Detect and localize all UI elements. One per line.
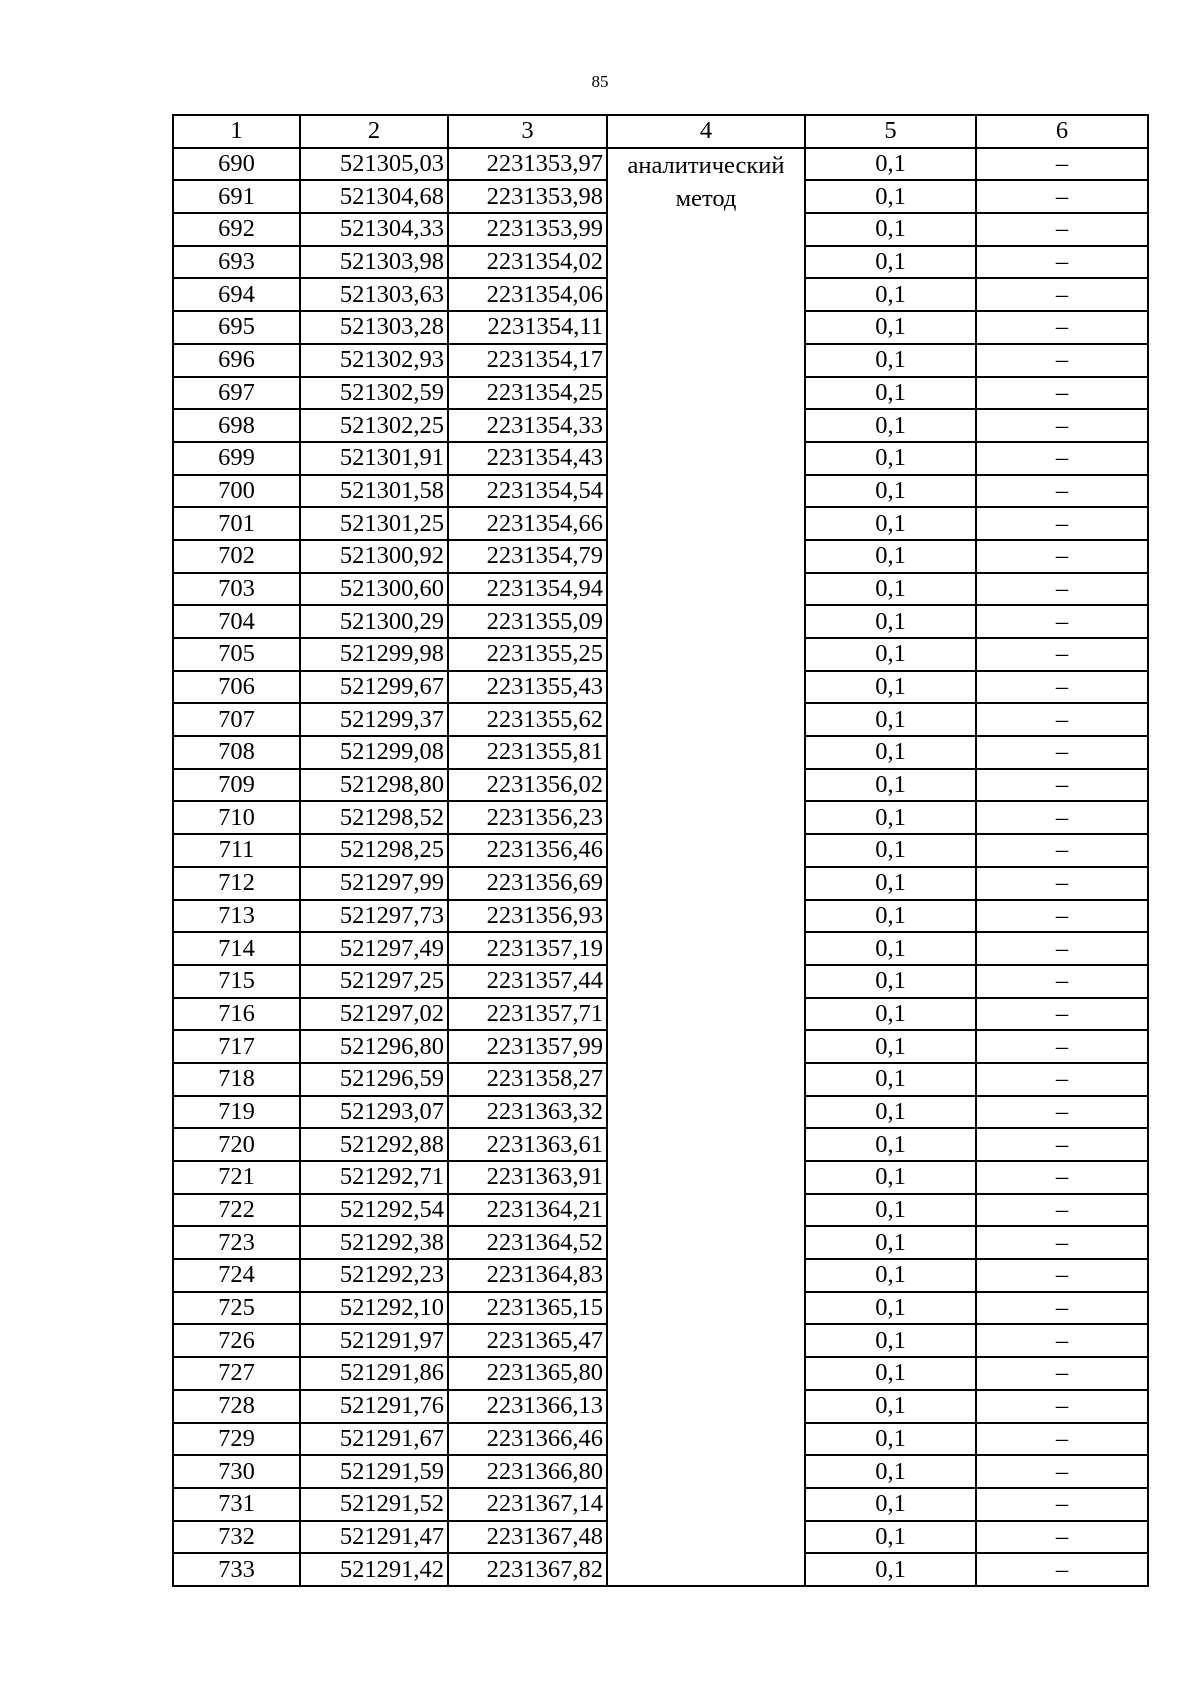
point-number-cell: 692 <box>173 213 300 246</box>
coordinate-x-cell: 521298,52 <box>300 801 448 834</box>
point-number-cell: 707 <box>173 703 300 736</box>
point-number-cell: 698 <box>173 409 300 442</box>
coordinate-x-cell: 521291,67 <box>300 1423 448 1456</box>
coordinate-x-cell: 521297,25 <box>300 965 448 998</box>
point-number-cell: 717 <box>173 1030 300 1063</box>
coordinate-y-cell: 2231353,99 <box>448 213 607 246</box>
note-cell: – <box>976 1423 1148 1456</box>
coordinate-x-cell: 521291,47 <box>300 1521 448 1554</box>
coordinate-y-cell: 2231354,94 <box>448 573 607 606</box>
coordinate-y-cell: 2231354,54 <box>448 475 607 508</box>
note-cell: – <box>976 1455 1148 1488</box>
point-number-cell: 719 <box>173 1096 300 1129</box>
coordinate-y-cell: 2231365,15 <box>448 1292 607 1325</box>
coordinate-x-cell: 521291,52 <box>300 1488 448 1521</box>
note-cell: – <box>976 1390 1148 1423</box>
coordinate-y-cell: 2231355,62 <box>448 703 607 736</box>
point-number-cell: 690 <box>173 148 300 181</box>
point-number-cell: 697 <box>173 377 300 410</box>
note-cell: – <box>976 148 1148 181</box>
note-cell: – <box>976 442 1148 475</box>
point-number-cell: 730 <box>173 1455 300 1488</box>
accuracy-cell: 0,1 <box>805 703 976 736</box>
note-cell: – <box>976 540 1148 573</box>
note-cell: – <box>976 638 1148 671</box>
coordinate-y-cell: 2231365,47 <box>448 1324 607 1357</box>
point-number-cell: 732 <box>173 1521 300 1554</box>
note-cell: – <box>976 769 1148 802</box>
point-number-cell: 731 <box>173 1488 300 1521</box>
note-cell: – <box>976 409 1148 442</box>
coordinate-y-cell: 2231355,43 <box>448 671 607 704</box>
accuracy-cell: 0,1 <box>805 213 976 246</box>
coordinate-y-cell: 2231353,98 <box>448 180 607 213</box>
note-cell: – <box>976 246 1148 279</box>
accuracy-cell: 0,1 <box>805 1161 976 1194</box>
accuracy-cell: 0,1 <box>805 998 976 1031</box>
column-header-1: 1 <box>173 115 300 148</box>
coordinate-x-cell: 521298,80 <box>300 769 448 802</box>
point-number-cell: 726 <box>173 1324 300 1357</box>
coordinate-y-cell: 2231357,19 <box>448 932 607 965</box>
coordinate-y-cell: 2231354,66 <box>448 507 607 540</box>
method-text-line: аналитический <box>627 151 785 179</box>
accuracy-cell: 0,1 <box>805 409 976 442</box>
point-number-cell: 724 <box>173 1259 300 1292</box>
coordinate-x-cell: 521292,71 <box>300 1161 448 1194</box>
accuracy-cell: 0,1 <box>805 311 976 344</box>
point-number-cell: 694 <box>173 278 300 311</box>
coordinate-y-cell: 2231354,33 <box>448 409 607 442</box>
note-cell: – <box>976 1194 1148 1227</box>
accuracy-cell: 0,1 <box>805 246 976 279</box>
point-number-cell: 705 <box>173 638 300 671</box>
point-number-cell: 704 <box>173 605 300 638</box>
coordinate-x-cell: 521291,59 <box>300 1455 448 1488</box>
coordinate-y-cell: 2231355,09 <box>448 605 607 638</box>
point-number-cell: 700 <box>173 475 300 508</box>
point-number-cell: 714 <box>173 932 300 965</box>
accuracy-cell: 0,1 <box>805 1292 976 1325</box>
point-number-cell: 708 <box>173 736 300 769</box>
coordinate-x-cell: 521298,25 <box>300 834 448 867</box>
coordinate-y-cell: 2231354,06 <box>448 278 607 311</box>
coordinate-x-cell: 521292,23 <box>300 1259 448 1292</box>
note-cell: – <box>976 1292 1148 1325</box>
point-number-cell: 696 <box>173 344 300 377</box>
coordinate-x-cell: 521292,38 <box>300 1226 448 1259</box>
coordinate-y-cell: 2231358,27 <box>448 1063 607 1096</box>
coordinate-x-cell: 521292,54 <box>300 1194 448 1227</box>
accuracy-cell: 0,1 <box>805 1390 976 1423</box>
coordinate-y-cell: 2231363,32 <box>448 1096 607 1129</box>
note-cell: – <box>976 475 1148 508</box>
note-cell: – <box>976 998 1148 1031</box>
coordinate-x-cell: 521303,28 <box>300 311 448 344</box>
coordinates-table <box>172 114 1149 1587</box>
accuracy-cell: 0,1 <box>805 1488 976 1521</box>
note-cell: – <box>976 507 1148 540</box>
note-cell: – <box>976 180 1148 213</box>
coordinate-x-cell: 521301,58 <box>300 475 448 508</box>
note-cell: – <box>976 932 1148 965</box>
coordinate-y-cell: 2231356,23 <box>448 801 607 834</box>
accuracy-cell: 0,1 <box>805 507 976 540</box>
coordinate-x-cell: 521297,99 <box>300 867 448 900</box>
point-number-cell: 715 <box>173 965 300 998</box>
coordinate-x-cell: 521303,63 <box>300 278 448 311</box>
note-cell: – <box>976 1553 1148 1586</box>
accuracy-cell: 0,1 <box>805 671 976 704</box>
accuracy-cell: 0,1 <box>805 1455 976 1488</box>
coordinate-x-cell: 521291,86 <box>300 1357 448 1390</box>
note-cell: – <box>976 1161 1148 1194</box>
accuracy-cell: 0,1 <box>805 1521 976 1554</box>
accuracy-cell: 0,1 <box>805 442 976 475</box>
coordinate-x-cell: 521299,67 <box>300 671 448 704</box>
accuracy-cell: 0,1 <box>805 1194 976 1227</box>
note-cell: – <box>976 1521 1148 1554</box>
point-number-cell: 695 <box>173 311 300 344</box>
point-number-cell: 718 <box>173 1063 300 1096</box>
coordinate-y-cell: 2231364,83 <box>448 1259 607 1292</box>
point-number-cell: 725 <box>173 1292 300 1325</box>
coordinate-x-cell: 521291,97 <box>300 1324 448 1357</box>
coordinate-y-cell: 2231356,46 <box>448 834 607 867</box>
accuracy-cell: 0,1 <box>805 573 976 606</box>
accuracy-cell: 0,1 <box>805 1324 976 1357</box>
accuracy-cell: 0,1 <box>805 278 976 311</box>
note-cell: – <box>976 965 1148 998</box>
table-header <box>173 115 1148 148</box>
coordinate-x-cell: 521299,08 <box>300 736 448 769</box>
accuracy-cell: 0,1 <box>805 1096 976 1129</box>
point-number-cell: 713 <box>173 900 300 933</box>
accuracy-cell: 0,1 <box>805 769 976 802</box>
note-cell: – <box>976 213 1148 246</box>
coordinate-y-cell: 2231366,46 <box>448 1423 607 1456</box>
coordinate-y-cell: 2231355,25 <box>448 638 607 671</box>
point-number-cell: 703 <box>173 573 300 606</box>
coordinate-y-cell: 2231367,48 <box>448 1521 607 1554</box>
note-cell: – <box>976 1226 1148 1259</box>
note-cell: – <box>976 736 1148 769</box>
note-cell: – <box>976 834 1148 867</box>
point-number-cell: 693 <box>173 246 300 279</box>
accuracy-cell: 0,1 <box>805 1553 976 1586</box>
note-cell: – <box>976 1259 1148 1292</box>
note-cell: – <box>976 573 1148 606</box>
coordinate-x-cell: 521291,42 <box>300 1553 448 1586</box>
coordinate-y-cell: 2231356,69 <box>448 867 607 900</box>
accuracy-cell: 0,1 <box>805 148 976 181</box>
coordinate-x-cell: 521301,91 <box>300 442 448 475</box>
coordinate-y-cell: 2231354,17 <box>448 344 607 377</box>
accuracy-cell: 0,1 <box>805 867 976 900</box>
note-cell: – <box>976 801 1148 834</box>
point-number-cell: 729 <box>173 1423 300 1456</box>
coordinate-y-cell: 2231366,80 <box>448 1455 607 1488</box>
accuracy-cell: 0,1 <box>805 540 976 573</box>
coordinate-x-cell: 521297,73 <box>300 900 448 933</box>
coordinate-x-cell: 521304,33 <box>300 213 448 246</box>
accuracy-cell: 0,1 <box>805 1226 976 1259</box>
coordinate-y-cell: 2231365,80 <box>448 1357 607 1390</box>
note-cell: – <box>976 344 1148 377</box>
coordinate-y-cell: 2231363,91 <box>448 1161 607 1194</box>
accuracy-cell: 0,1 <box>805 1423 976 1456</box>
coordinate-x-cell: 521305,03 <box>300 148 448 181</box>
note-cell: – <box>976 1128 1148 1161</box>
accuracy-cell: 0,1 <box>805 344 976 377</box>
coordinate-x-cell: 521293,07 <box>300 1096 448 1129</box>
accuracy-cell: 0,1 <box>805 180 976 213</box>
point-number-cell: 701 <box>173 507 300 540</box>
point-number-cell: 710 <box>173 801 300 834</box>
method-cell <box>607 148 805 1586</box>
coordinate-x-cell: 521300,29 <box>300 605 448 638</box>
coordinate-y-cell: 2231354,79 <box>448 540 607 573</box>
note-cell: – <box>976 1324 1148 1357</box>
accuracy-cell: 0,1 <box>805 1030 976 1063</box>
column-header-4: 4 <box>607 115 805 148</box>
note-cell: – <box>976 311 1148 344</box>
coordinate-x-cell: 521292,88 <box>300 1128 448 1161</box>
note-cell: – <box>976 703 1148 736</box>
note-cell: – <box>976 1063 1148 1096</box>
point-number-cell: 699 <box>173 442 300 475</box>
accuracy-cell: 0,1 <box>805 1063 976 1096</box>
coordinate-y-cell: 2231354,11 <box>448 311 607 344</box>
coordinate-x-cell: 521302,59 <box>300 377 448 410</box>
accuracy-cell: 0,1 <box>805 932 976 965</box>
coordinate-y-cell: 2231356,93 <box>448 900 607 933</box>
header-row <box>173 115 1148 148</box>
accuracy-cell: 0,1 <box>805 1357 976 1390</box>
note-cell: – <box>976 900 1148 933</box>
column-header-6: 6 <box>976 115 1148 148</box>
point-number-cell: 728 <box>173 1390 300 1423</box>
coordinate-y-cell: 2231357,44 <box>448 965 607 998</box>
coordinate-x-cell: 521303,98 <box>300 246 448 279</box>
coordinate-y-cell: 2231367,82 <box>448 1553 607 1586</box>
point-number-cell: 721 <box>173 1161 300 1194</box>
column-header-5: 5 <box>805 115 976 148</box>
coordinate-x-cell: 521299,98 <box>300 638 448 671</box>
point-number-cell: 709 <box>173 769 300 802</box>
point-number-cell: 733 <box>173 1553 300 1586</box>
note-cell: – <box>976 605 1148 638</box>
coordinate-x-cell: 521302,25 <box>300 409 448 442</box>
coordinate-y-cell: 2231354,43 <box>448 442 607 475</box>
note-cell: – <box>976 278 1148 311</box>
coordinate-y-cell: 2231357,71 <box>448 998 607 1031</box>
note-cell: – <box>976 1096 1148 1129</box>
point-number-cell: 712 <box>173 867 300 900</box>
coordinate-x-cell: 521304,68 <box>300 180 448 213</box>
method-text-line: метод <box>675 184 737 212</box>
accuracy-cell: 0,1 <box>805 834 976 867</box>
table-row <box>173 148 1148 181</box>
coordinate-y-cell: 2231364,21 <box>448 1194 607 1227</box>
coordinate-x-cell: 521300,60 <box>300 573 448 606</box>
coordinate-x-cell: 521296,59 <box>300 1063 448 1096</box>
coordinate-y-cell: 2231354,02 <box>448 246 607 279</box>
note-cell: – <box>976 867 1148 900</box>
coordinate-y-cell: 2231355,81 <box>448 736 607 769</box>
point-number-cell: 723 <box>173 1226 300 1259</box>
coordinate-y-cell: 2231366,13 <box>448 1390 607 1423</box>
point-number-cell: 691 <box>173 180 300 213</box>
note-cell: – <box>976 1488 1148 1521</box>
coordinate-x-cell: 521297,02 <box>300 998 448 1031</box>
coordinate-y-cell: 2231356,02 <box>448 769 607 802</box>
point-number-cell: 706 <box>173 671 300 704</box>
point-number-cell: 727 <box>173 1357 300 1390</box>
note-cell: – <box>976 1030 1148 1063</box>
accuracy-cell: 0,1 <box>805 965 976 998</box>
point-number-cell: 711 <box>173 834 300 867</box>
accuracy-cell: 0,1 <box>805 638 976 671</box>
column-header-2: 2 <box>300 115 448 148</box>
accuracy-cell: 0,1 <box>805 605 976 638</box>
accuracy-cell: 0,1 <box>805 377 976 410</box>
coordinate-y-cell: 2231364,52 <box>448 1226 607 1259</box>
coordinate-x-cell: 521300,92 <box>300 540 448 573</box>
accuracy-cell: 0,1 <box>805 900 976 933</box>
note-cell: – <box>976 671 1148 704</box>
coordinate-x-cell: 521301,25 <box>300 507 448 540</box>
coordinate-x-cell: 521291,76 <box>300 1390 448 1423</box>
coordinate-y-cell: 2231363,61 <box>448 1128 607 1161</box>
coordinate-y-cell: 2231354,25 <box>448 377 607 410</box>
page-number: 85 <box>591 72 609 91</box>
point-number-cell: 702 <box>173 540 300 573</box>
accuracy-cell: 0,1 <box>805 1128 976 1161</box>
coordinate-x-cell: 521302,93 <box>300 344 448 377</box>
accuracy-cell: 0,1 <box>805 801 976 834</box>
coordinate-x-cell: 521292,10 <box>300 1292 448 1325</box>
accuracy-cell: 0,1 <box>805 736 976 769</box>
coordinate-y-cell: 2231353,97 <box>448 148 607 181</box>
coordinate-x-cell: 521297,49 <box>300 932 448 965</box>
accuracy-cell: 0,1 <box>805 475 976 508</box>
point-number-cell: 722 <box>173 1194 300 1227</box>
coordinate-y-cell: 2231357,99 <box>448 1030 607 1063</box>
point-number-cell: 720 <box>173 1128 300 1161</box>
column-header-3: 3 <box>448 115 607 148</box>
coordinate-y-cell: 2231367,14 <box>448 1488 607 1521</box>
coordinate-x-cell: 521299,37 <box>300 703 448 736</box>
accuracy-cell: 0,1 <box>805 1259 976 1292</box>
note-cell: – <box>976 1357 1148 1390</box>
note-cell: – <box>976 377 1148 410</box>
coordinate-x-cell: 521296,80 <box>300 1030 448 1063</box>
table-body <box>173 148 1148 1586</box>
point-number-cell: 716 <box>173 998 300 1031</box>
